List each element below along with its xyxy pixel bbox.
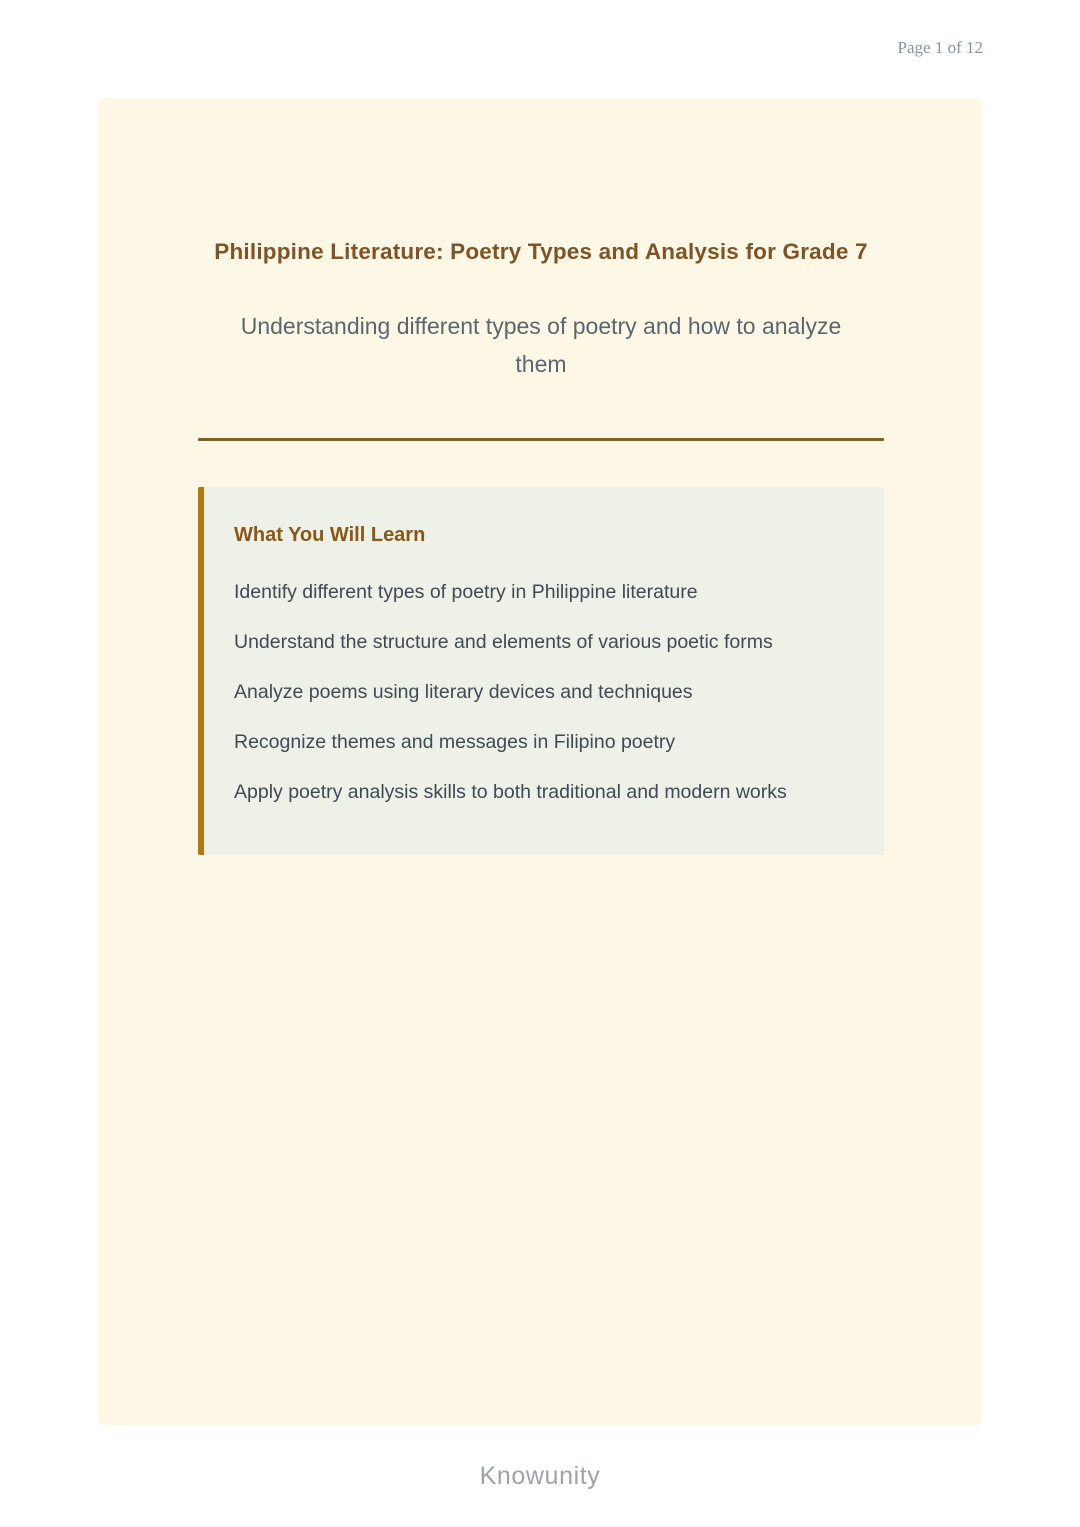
learn-section-heading: What You Will Learn [234, 524, 426, 546]
learn-section-box [198, 487, 884, 855]
document-subtitle: Understanding different types of poetry and how to analyze them [240, 313, 842, 377]
learn-item-list [234, 581, 854, 803]
document-title: Philippine Literature: Poetry Types and Analysis for Grade 7 [214, 239, 868, 264]
learn-item: Apply poetry analysis skills to both traditional and modern works [234, 781, 787, 803]
learn-item: Recognize themes and messages in Filipino poetry [234, 731, 676, 753]
document-card [98, 98, 982, 1425]
learn-item: Identify different types of poetry in Philippine literature [234, 581, 698, 603]
learn-item: Analyze poems using literary devices and techniques [234, 681, 693, 703]
page-indicator: Page 1 of 12 [897, 38, 983, 57]
horizontal-divider [198, 438, 884, 441]
footer-brand-wordmark: Knowunity [479, 1462, 601, 1490]
learn-item: Understand the structure and elements of various poetic forms [234, 631, 773, 653]
